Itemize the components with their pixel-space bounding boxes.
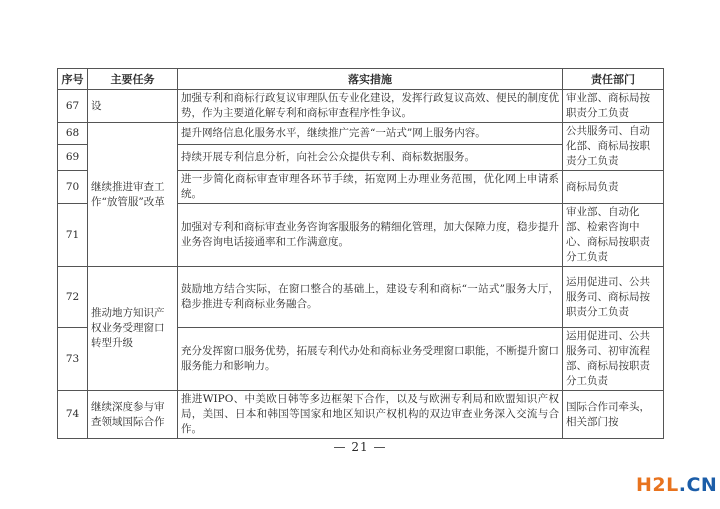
table-row: [58, 267, 664, 328]
row-number: 70: [58, 171, 88, 204]
watermark-part-b: .CN: [678, 474, 718, 496]
site-watermark-logo: [636, 474, 717, 496]
row-number: 72: [58, 267, 88, 328]
measure-cell: 推进WIPO、中美欧日韩等多边框架下合作，以及与欧洲专利局和欧盟知识产权局，美国、日本和韩国等国家和地区知识产权机构的双边审查业务深入交流与合作。: [178, 391, 563, 439]
measure-cell: 提升网络信息化服务水平，继续推广完善“一站式”网上服务内容。: [178, 123, 563, 145]
table-row: [58, 391, 664, 439]
header-task: 主要任务: [88, 69, 178, 90]
measure-cell: 充分发挥窗口服务优势，拓展专利代办处和商标业务受理窗口职能，不断提升窗口服务能力和影响力。: [178, 328, 563, 391]
measure-cell: 加强专利和商标行政复议审理队伍专业化建设，发挥行政复议高效、便民的制度优势，作为主要道化解专利和商标审查程序性争议。: [178, 90, 563, 123]
dept-cell: 商标局负责: [563, 171, 664, 204]
task-cell: 设: [88, 90, 178, 123]
dept-cell: 审业部、商标局按职责分工负责: [563, 90, 664, 123]
row-number: 69: [58, 145, 88, 171]
table-row: [58, 90, 664, 123]
task-cell: 继续推进审查工作“放管服”改革: [88, 123, 178, 267]
measure-cell: 持续开展专利信息分析，向社会公众提供专利、商标数据服务。: [178, 145, 563, 171]
row-number: 67: [58, 90, 88, 123]
row-number: 74: [58, 391, 88, 439]
header-dept: 责任部门: [563, 69, 664, 90]
header-measure: 落实措施: [178, 69, 563, 90]
task-cell: 继续深度参与审查领域国际合作: [88, 391, 178, 439]
task-table: [57, 68, 664, 439]
row-number: 71: [58, 204, 88, 267]
measure-cell: 加强对专利和商标审查业务咨询客服服务的精细化管理，加大保障力度，稳步提升业务咨询电话接通率和工作满意度。: [178, 204, 563, 267]
dept-cell: 公共服务司、自动化部、商标局按职责分工负责: [563, 123, 664, 171]
dept-cell: 运用促进司、公共服务司、初审流程部、商标局按职责分工负责: [563, 328, 664, 391]
table-row: [58, 123, 664, 145]
measure-cell: 鼓励地方结合实际，在窗口整合的基础上，建设专利和商标“一站式”服务大厅，稳步推进专利商标业务融合。: [178, 267, 563, 328]
measure-cell: 进一步简化商标审查审理各环节手续，拓宽网上办理业务范围，优化网上申请系统。: [178, 171, 563, 204]
dept-cell: 国际合作司牵头，相关部门按: [563, 391, 664, 439]
watermark-part-a: H2L: [636, 474, 679, 496]
row-number: 73: [58, 328, 88, 391]
header-no: 序号: [58, 69, 88, 90]
dept-cell: 运用促进司、公共服务司、商标局按职责分工负责: [563, 267, 664, 328]
table-header-row: [58, 69, 664, 90]
page-number: — 21 —: [333, 440, 387, 454]
dept-cell: 审业部、自动化部、检索咨询中心、商标局按职责分工负责: [563, 204, 664, 267]
row-number: 68: [58, 123, 88, 145]
task-cell: 推动地方知识产权业务受理窗口转型升级: [88, 267, 178, 391]
